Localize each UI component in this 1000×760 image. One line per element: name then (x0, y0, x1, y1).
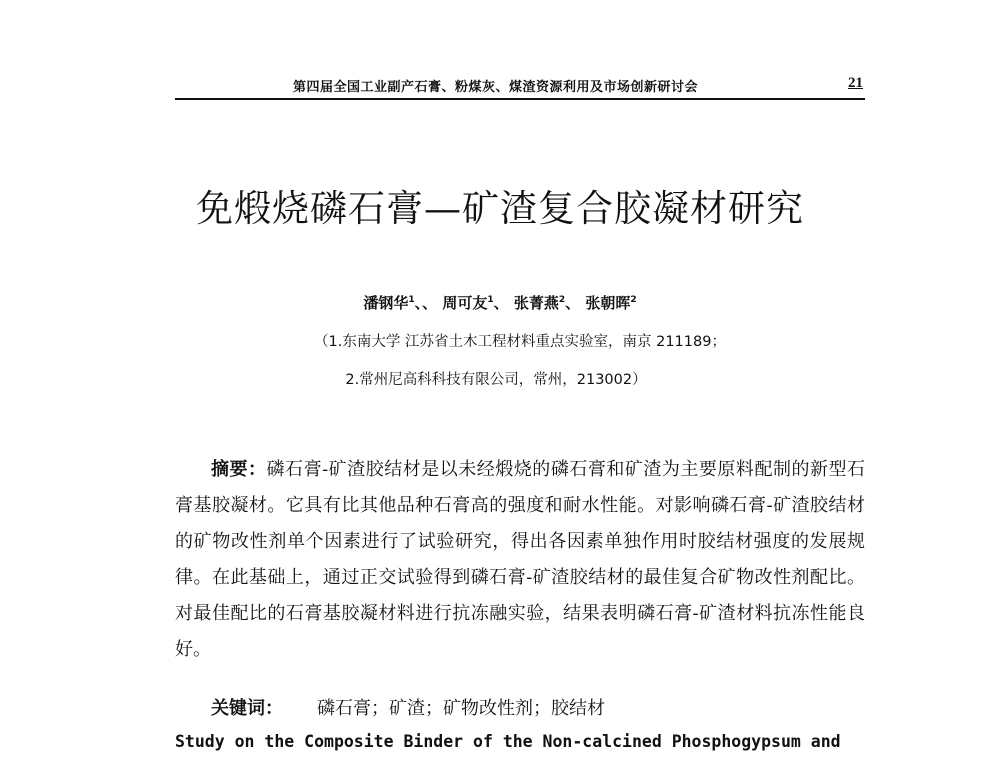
english-title: Study on the Composite Binder of the Non-calcined Phosphogypsum and (175, 732, 841, 751)
author-name: 张朝晖 (585, 294, 631, 312)
author-list (0, 292, 1000, 313)
keywords-label: 关键词： (211, 698, 283, 719)
keywords-text: 磷石膏；矿渣；矿物改性剂；胶结材 (317, 698, 605, 719)
abstract-text: 磷石膏-矿渣胶结材是以未经煅烧的磷石膏和矿渣为主要原料配制的新型石膏基胶凝材。它具有比其他品种石膏高的强度和耐水性能。对影响磷石膏-矿渣胶结材的矿物改性剂单个因素进行了试验研究，得出各因素单独作用时胶结材强度的发展规律。在此基础上，通过正交试验得到磷石膏-矿渣胶结材的最佳复合矿物改性剂配比。对最佳配比的石膏基胶凝材料进行抗冻融实验，结果表明磷石膏-矿渣材料抗冻性能良好。 (175, 459, 865, 660)
affiliation-line-2: 2.常州尼高科科技有限公司，常州，213002） (345, 372, 647, 388)
author-affil-mark: 2 (630, 295, 637, 305)
author-affil-mark: 1 (487, 295, 494, 305)
author-affil-mark: 1 (408, 295, 415, 305)
author-separator: 、 (493, 294, 509, 312)
keywords (211, 694, 605, 720)
author-name: 张菁燕 (513, 294, 559, 312)
author-name: 周可友 (442, 294, 488, 312)
page-number: 21 (848, 75, 863, 91)
running-header (175, 76, 865, 100)
author-separator: 、 (565, 294, 581, 312)
author-affil-mark: 2 (558, 295, 566, 305)
author-separator: 、、 (414, 294, 438, 312)
conference-name: 第四届全国工业副产石膏、粉煤灰、煤渣资源利用及市场创新研讨会 (293, 80, 699, 95)
author-name: 潘钢华 (363, 294, 409, 312)
affiliation-line-1: （1.东南大学 江苏省土木工程材料重点实验室，南京 211189； (314, 334, 726, 350)
abstract-label: 摘要： (211, 459, 267, 480)
paper-title: 免煅烧磷石膏—矿渣复合胶凝材研究 (196, 187, 804, 230)
abstract (175, 452, 865, 668)
